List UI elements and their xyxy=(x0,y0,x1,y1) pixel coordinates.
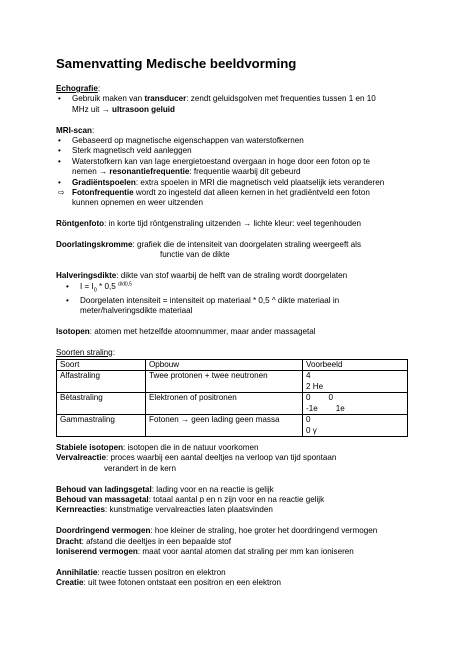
ionis-paragraph: Ioniserend vermogen: maat voor aantal atomen dat straling per mm kan ioniseren xyxy=(56,546,354,556)
doordring-paragraph: Doordringend vermogen: hoe kleiner de straling, hoe groter het doordringend vermogen xyxy=(56,526,378,536)
verval-paragraph: Vervalreactie: proces waarbij een aantal deeltjes na verloop van tijd spontaan xyxy=(56,453,337,463)
rontgen-paragraph: Röntgenfoto: in korte tijd röntgenstraling uitzenden → lichte kleur: veel tegenhouden xyxy=(56,219,362,229)
bullet-icon: • xyxy=(58,146,61,156)
arrow-bullet-icon: ⇨ xyxy=(58,188,65,198)
list-item: • Gebruik maken van transducer: zendt geluidsgolven met frequenties tussen 1 en 10 MHz uit → ultrasoon geluid xyxy=(58,94,376,114)
list-item: ⇨ Fotonfrequentie wordt zo ingesteld dat alleen kernen in het gradiëntveld een foton kunnen opnemen en weer uitzenden xyxy=(58,188,370,208)
echografie-heading: Echografie: xyxy=(56,84,101,93)
bullet-icon: • xyxy=(58,94,61,104)
table-header: Soort xyxy=(57,360,146,371)
list-item xyxy=(56,282,434,296)
bullet-icon: • xyxy=(58,177,61,187)
doorlating-paragraph: Doorlatingskromme: grafiek die de intensiteit van doorgelaten straling weergeeft als xyxy=(56,240,362,250)
bullet-icon: • xyxy=(58,156,61,166)
table-row: Alfastraling Twee protonen + twee neutronen 4 2 He xyxy=(57,371,408,393)
creatie-paragraph: Creatie: uit twee fotonen ontstaat een positron en een elektron xyxy=(56,578,281,588)
table-header: Opbouw xyxy=(146,360,303,371)
list-item: • Gradiëntspoelen: extra spoelen in MRI die magnetisch veld plaatselijk iets veranderen xyxy=(58,177,385,187)
table-row: Bètastraling Elektronen of positronen 0 0 -1e 1e xyxy=(57,393,408,415)
halvering-paragraph: Halveringsdikte: dikte van stof waarbij de helft van de straling wordt doorgelaten xyxy=(56,271,348,281)
stabiel-paragraph: Stabiele isotopen: isotopen die in de natuur voorkomen xyxy=(56,442,259,452)
doorlating-line2: functie van de dikte xyxy=(160,250,230,260)
kern-paragraph: Kernreacties: kunstmatige vervalreacties laten plaatsvinden xyxy=(56,505,273,515)
table-row: Gammastraling Fotonen → geen lading geen massa 0 0 γ xyxy=(57,415,408,437)
list-item: • Sterk magnetisch veld aanleggen xyxy=(58,146,192,156)
verval-line2: verandert in de kern xyxy=(104,463,176,473)
document-body xyxy=(56,84,434,589)
annihilatie-paragraph: Annihilatie: reactie tussen positron en elektron xyxy=(56,567,226,577)
isotopen-paragraph: Isotopen: atomen met hetzelfde atoomnummer, maar ander massagetal xyxy=(56,326,316,336)
bullet-icon: • xyxy=(66,295,69,305)
table-header-row xyxy=(57,360,408,371)
table-header: Voorbeeld xyxy=(303,360,408,371)
bullet-icon: • xyxy=(66,281,69,291)
list-item: • Doorgelaten intensiteit = intensiteit op materiaal * 0,5 ^ dikte materiaal in meter/halveringsdikte materiaal xyxy=(66,295,340,316)
dracht-paragraph: Dracht: afstand die deeltjes in een bepaalde stof xyxy=(56,536,232,546)
mri-heading: MRI-scan: xyxy=(56,125,95,135)
straling-table xyxy=(56,359,408,437)
page-title: Samenvatting Medische beeldvorming xyxy=(56,56,297,71)
arrow-icon: → xyxy=(243,219,252,229)
list-item: • Waterstofkern kan van lage energietoestand overgaan in hoge door een foton op te nemen → resonantiefrequentie: frequentie waarbij dit gebeurd xyxy=(58,156,371,177)
bullet-icon: • xyxy=(58,136,61,146)
straling-heading: Soorten straling: xyxy=(56,347,115,357)
massa-paragraph: Behoud van massagetal: totaal aantal p en n zijn voor en na reactie gelijk xyxy=(56,494,325,504)
halvering-formula: $I = I_0 * 0,5$ $^{d/d0,5}$ xyxy=(80,280,132,294)
arrow-icon: → xyxy=(180,415,190,425)
arrow-icon: → xyxy=(101,104,110,114)
lading-paragraph: Behoud van ladingsgetal: lading voor en na reactie is gelijk xyxy=(56,484,274,494)
arrow-icon: → xyxy=(99,167,108,177)
list-item: • Gebaseerd op magnetische eigenschappen van waterstofkernen xyxy=(58,136,304,146)
